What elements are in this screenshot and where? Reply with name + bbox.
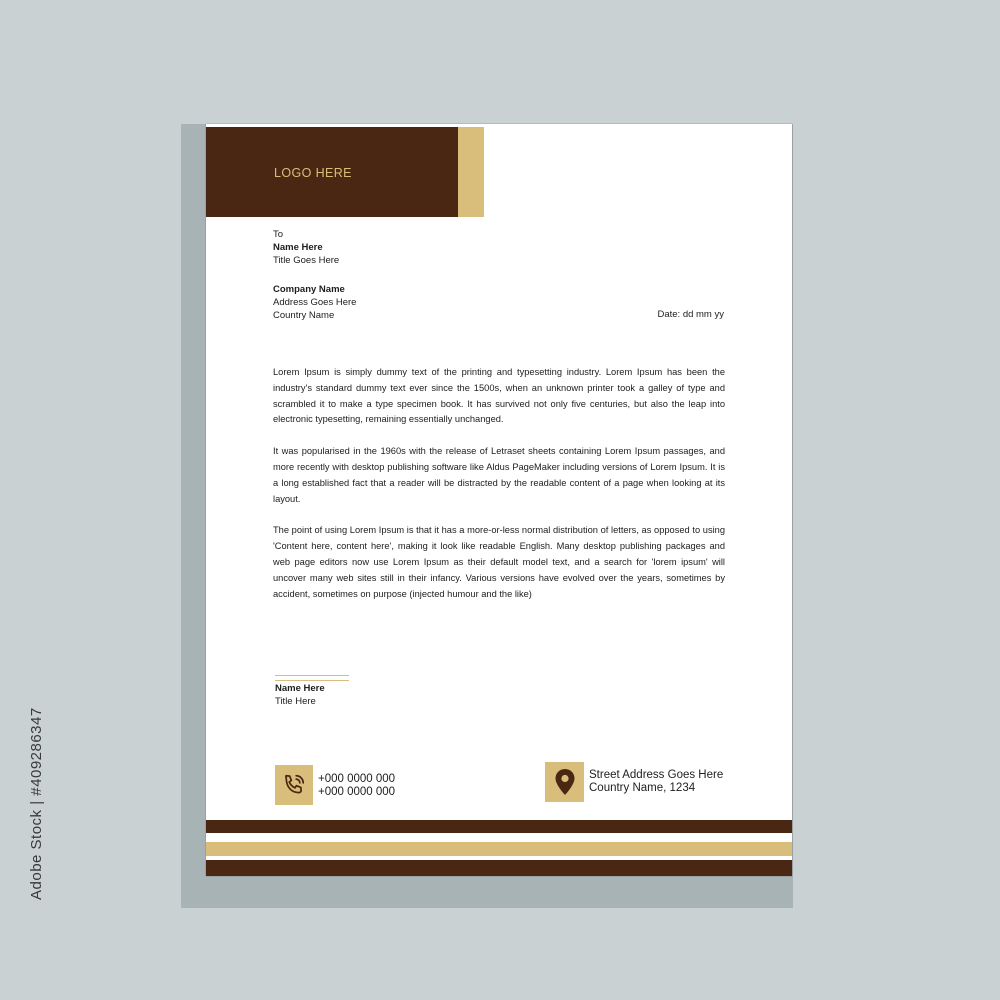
footer-brown-band-bottom <box>206 860 792 876</box>
logo-placeholder: LOGO HERE <box>274 166 352 180</box>
footer-gold-band <box>206 842 792 856</box>
country-line: Country Name, 1234 <box>589 781 696 794</box>
signature-name: Name Here <box>275 683 325 694</box>
footer-brown-band <box>206 820 792 833</box>
signature-title: Title Here <box>275 696 316 707</box>
date-line: Date: dd mm yy <box>657 309 724 320</box>
letterhead-page <box>206 124 792 876</box>
company-address: Address Goes Here <box>273 297 357 308</box>
header-brown-block <box>206 127 458 217</box>
letter-body <box>273 365 725 618</box>
body-paragraph: The point of using Lorem Ipsum is that it has a more-or-less normal distribution of letters, as opposed to using 'Content here, content here', making it look like readable English. Many desktop publishing packages and web page editors now use Lorem Ipsum as their default model text, and a search for 'lorem ipsum' will uncover many web sites still in their infancy. Various versions have evolved over the years, sometimes by accident, sometimes on purpose (injected humour and the like) <box>273 525 725 599</box>
header-gold-stripe <box>458 127 484 217</box>
company-name: Company Name <box>273 284 345 295</box>
map-pin-icon <box>545 762 584 802</box>
recipient-name: Name Here <box>273 242 323 253</box>
footer-white-gap <box>206 833 792 842</box>
to-label: To <box>273 229 284 240</box>
signature-line <box>275 675 349 681</box>
phone-number-1: +000 0000 000 <box>318 773 396 785</box>
recipient-title: Title Goes Here <box>273 255 340 266</box>
body-paragraph: Lorem Ipsum is simply dummy text of the printing and typesetting industry. Lorem Ipsum has been the industry's standard dummy text ever since the 1500s, when an unknown printer took a galley of type and scrambled it to make a type specimen book. It has survived not only five centuries, but also the leap into electronic typesetting, remaining essentially unchanged. <box>273 367 725 425</box>
body-paragraph: It was popularised in the 1960s with the release of Letraset sheets containing Lorem Ipsum passages, and more recently with desktop publishing software like Aldus PageMaker including versions of Lorem Ipsum. It is a long established fact that a reader will be distracted by the readable content of a page when looking at its layout. <box>273 446 725 504</box>
phone-numbers <box>318 773 395 798</box>
signature-block <box>275 682 325 708</box>
company-block <box>273 283 356 322</box>
recipient-block <box>273 228 339 267</box>
address-block <box>589 769 723 794</box>
phone-icon <box>275 765 313 805</box>
stock-watermark-id: Adobe Stock | #409286347 <box>28 707 45 900</box>
company-country: Country Name <box>273 310 335 321</box>
phone-number-2: +000 0000 000 <box>318 785 396 798</box>
street-address: Street Address Goes Here <box>589 769 724 781</box>
